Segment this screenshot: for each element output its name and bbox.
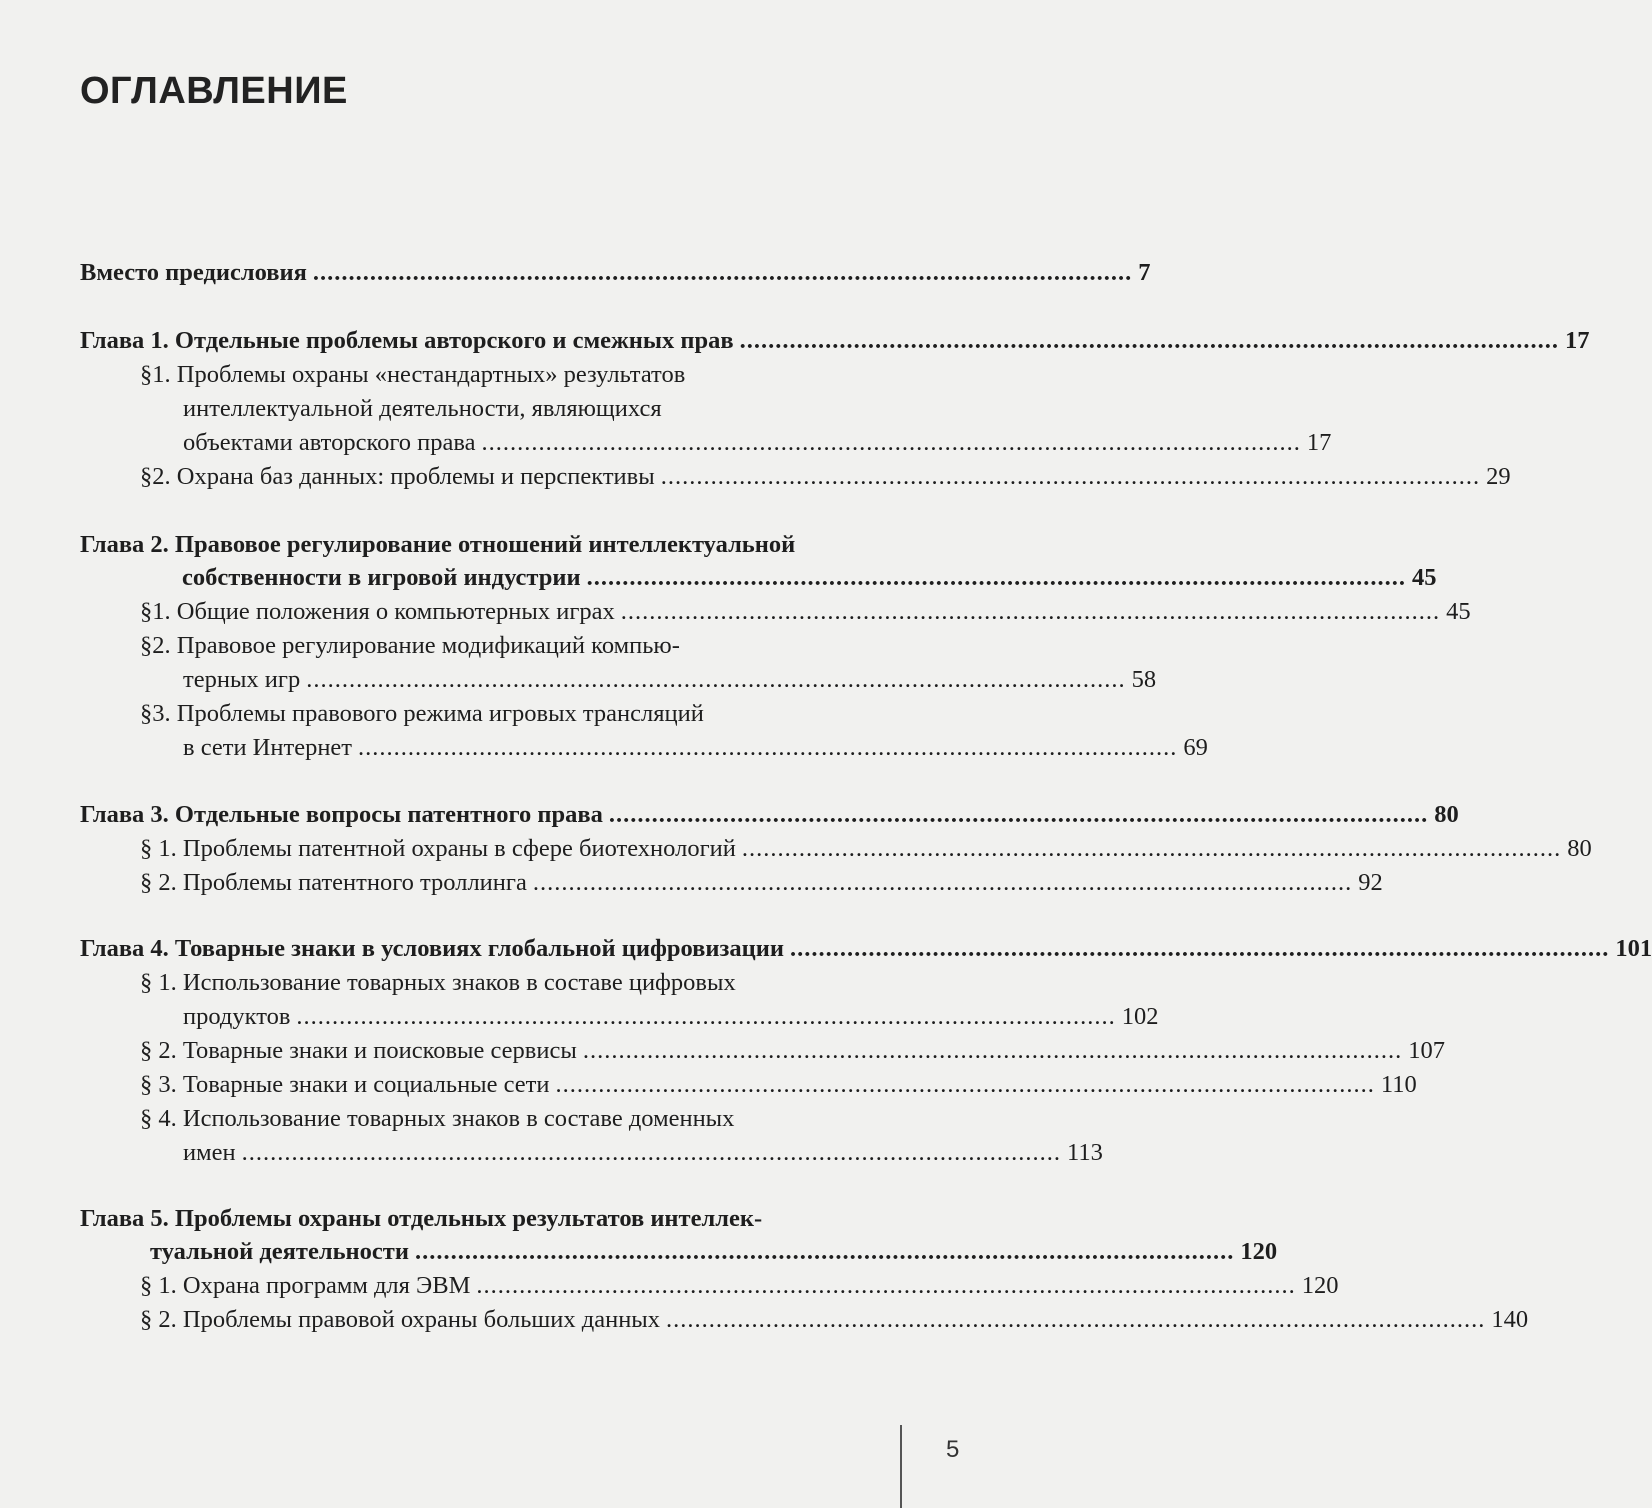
toc-entry-label: туальной деятельности — [150, 1238, 409, 1265]
toc-entry-label: Глава 3. Отдельные вопросы патентного права — [80, 801, 603, 828]
toc-page-number: 58 — [1131, 666, 1157, 693]
toc-entry-3-2[interactable] — [140, 868, 1383, 898]
toc-page-number: 45 — [1446, 598, 1471, 625]
leader-dots: ................................................................................................................... — [306, 666, 1126, 693]
leader-dots: ................................................................................................................... — [296, 1003, 1116, 1030]
toc-entry-label: имен — [183, 1139, 236, 1166]
toc-entry-label: § 2. Проблемы патентного троллинга — [140, 869, 527, 896]
toc-page-number: 92 — [1358, 869, 1383, 896]
toc-page-number: 102 — [1121, 1003, 1159, 1030]
toc-entry-label: Глава 4. Товарные знаки в условиях глобальной цифровизации — [80, 935, 784, 962]
toc-entry-chapter-1[interactable] — [80, 326, 1590, 356]
leader-dots: ................................................................................................................... — [586, 564, 1407, 591]
toc-page-number: 140 — [1491, 1306, 1529, 1333]
toc-entry-4-3[interactable] — [140, 1070, 1417, 1100]
leader-dots: ................................................................................................................... — [555, 1071, 1375, 1098]
toc-entry-label: собственности в игровой индустрии — [182, 564, 581, 591]
toc-entry-2-2-line1[interactable]: §2. Правовое регулирование модификаций компью- — [140, 632, 680, 659]
toc-entry-chapter-2[interactable] — [182, 563, 1437, 593]
toc-page-number: 17 — [1565, 327, 1590, 354]
toc-entry-5-2[interactable] — [140, 1305, 1529, 1335]
toc-page-number: 17 — [1306, 429, 1332, 456]
toc-entry-label: объектами авторского права — [183, 429, 476, 456]
toc-entry-2-1[interactable] — [140, 597, 1471, 627]
toc-entry-3-1[interactable] — [140, 834, 1592, 864]
leader-dots: ................................................................................................................... — [739, 327, 1560, 354]
toc-entry-chapter-3[interactable] — [80, 800, 1459, 830]
toc-entry-4-4-line1[interactable]: § 4. Использование товарных знаков в составе доменных — [140, 1105, 735, 1132]
toc-page-number: 110 — [1380, 1071, 1417, 1098]
toc-entry-4-1-line1[interactable]: § 1. Использование товарных знаков в составе цифровых — [140, 969, 736, 996]
toc-entry-label: терных игр — [183, 666, 301, 693]
toc-entry-label: Вместо предисловия — [80, 259, 307, 286]
toc-entry-label: §1. Общие положения о компьютерных играх — [140, 598, 615, 625]
toc-entry-5-1[interactable] — [140, 1271, 1339, 1301]
toc-page-number: 29 — [1486, 463, 1511, 490]
toc-entry-1-1[interactable] — [183, 428, 1332, 458]
leader-dots: ................................................................................................................... — [608, 801, 1429, 828]
leader-dots: ................................................................................................................... — [582, 1037, 1403, 1064]
toc-page-number: 113 — [1066, 1139, 1103, 1166]
toc-entry-2-3-line1[interactable]: §3. Проблемы правового режима игровых трансляций — [140, 700, 704, 727]
toc-page-number: 80 — [1434, 801, 1459, 828]
leader-dots: ................................................................................................................... — [358, 734, 1178, 761]
leader-dots: ................................................................................................................... — [241, 1139, 1061, 1166]
toc-entry-label: §2. Охрана баз данных: проблемы и перспективы — [140, 463, 655, 490]
toc-entry-4-4[interactable] — [183, 1138, 1103, 1168]
toc-entry-label: § 1. Проблемы патентной охраны в сфере биотехнологий — [140, 835, 736, 862]
toc-entry-1-1-line1[interactable]: §1. Проблемы охраны «нестандартных» результатов — [140, 361, 686, 388]
toc-page-number: 120 — [1240, 1238, 1278, 1265]
toc-entry-4-1[interactable] — [183, 1002, 1159, 1032]
toc-entry-label: продуктов — [183, 1003, 291, 1030]
toc-entry-label: § 1. Охрана программ для ЭВМ — [140, 1272, 471, 1299]
toc-entry-2-3[interactable] — [183, 733, 1208, 763]
leader-dots: ................................................................................................................... — [620, 598, 1441, 625]
toc-entry-label: § 2. Товарные знаки и поисковые сервисы — [140, 1037, 577, 1064]
toc-page-number: 101 — [1615, 935, 1652, 962]
leader-dots: ................................................................................................................... — [476, 1272, 1296, 1299]
leader-dots: ................................................................................................................... — [481, 429, 1301, 456]
toc-page-number: 120 — [1301, 1272, 1339, 1299]
folio-page-number: 5 — [946, 1436, 960, 1463]
toc-page-number: 7 — [1138, 259, 1151, 286]
toc-entry-label: § 2. Проблемы правовой охраны больших данных — [140, 1306, 661, 1333]
leader-dots: ................................................................................................................... — [789, 935, 1610, 962]
leader-dots: ................................................................................................................... — [532, 869, 1353, 896]
toc-entry-1-2[interactable] — [140, 462, 1511, 492]
toc-entry-chapter-5-line1[interactable]: Глава 5. Проблемы охраны отдельных результатов интеллек- — [80, 1205, 763, 1232]
toc-entry-chapter-2-line1[interactable]: Глава 2. Правовое регулирование отношений интеллектуальной — [80, 531, 796, 558]
toc-page-number: 80 — [1567, 835, 1592, 862]
toc-entry-label: § 3. Товарные знаки и социальные сети — [140, 1071, 550, 1098]
leader-dots: ................................................................................................................... — [414, 1238, 1235, 1265]
toc-page-number: 107 — [1408, 1037, 1445, 1064]
toc-entry-preface[interactable] — [80, 258, 1151, 288]
toc-page-number: 69 — [1183, 734, 1208, 761]
toc-entry-chapter-4[interactable] — [80, 934, 1652, 964]
toc-entry-4-2[interactable] — [140, 1036, 1445, 1066]
page-title: ОГЛАВЛЕНИЕ — [80, 70, 348, 112]
toc-entry-2-2[interactable] — [183, 665, 1157, 695]
toc-entry-label: Глава 1. Отдельные проблемы авторского и смежных прав — [80, 327, 734, 354]
leader-dots: ................................................................................................................... — [312, 259, 1133, 286]
toc-entry-1-1-line2[interactable]: интеллектуальной деятельности, являющихся — [183, 395, 662, 422]
folio-divider — [900, 1425, 902, 1508]
leader-dots: ................................................................................................................... — [666, 1306, 1486, 1333]
toc-page-number: 45 — [1412, 564, 1437, 591]
leader-dots: ................................................................................................................... — [660, 463, 1481, 490]
leader-dots: ................................................................................................................... — [741, 835, 1562, 862]
toc-entry-chapter-5[interactable] — [150, 1237, 1278, 1267]
toc-entry-label: в сети Интернет — [183, 734, 353, 761]
